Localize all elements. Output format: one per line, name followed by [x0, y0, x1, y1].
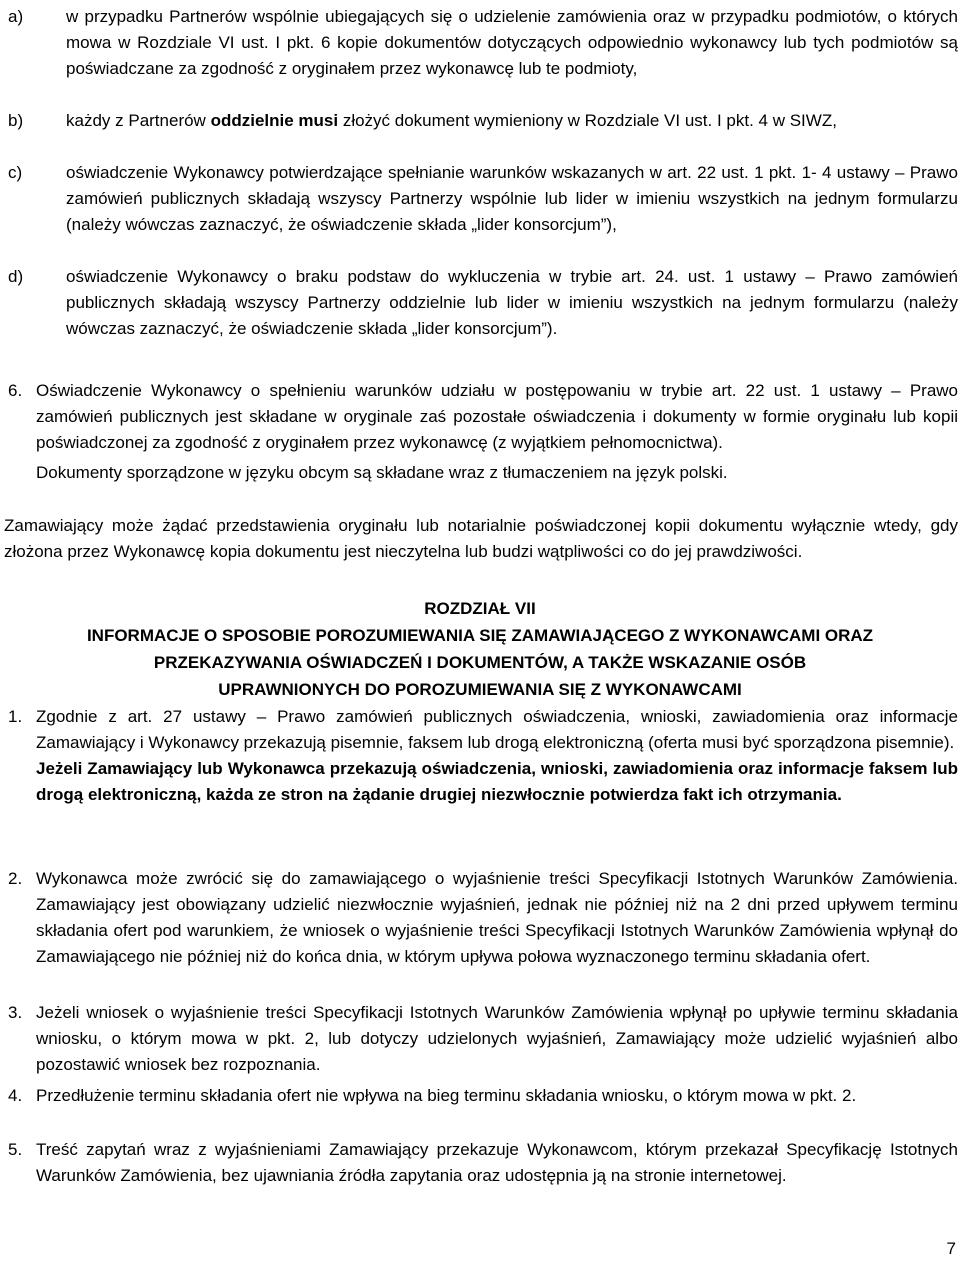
sub-item-marker: b) [8, 111, 24, 130]
sub-item-d [8, 264, 958, 342]
sub-item-marker: c) [8, 163, 23, 182]
list-item-bold-text: Jeżeli Zamawiający lub Wykonawca przekazują oświadczenia, wnioski, zawiadomienia oraz informacje faksem lub drogą elektroniczną, każda ze stron na żądanie drugiej niezwłocznie potwierdza fakt ich otrzymania. [36, 759, 958, 804]
sub-item-c [8, 160, 958, 238]
sub-item-a [8, 4, 958, 82]
list-item-text: Treść zapytań wraz z wyjaśnieniami Zamawiający przekazuje Wykonawcom, którym przekazał Specyfikację Istotnych Warunków Zamówienia, bez ujawniania źródła zapytania oraz udostępnia ją na stronie internetowej. [36, 1140, 958, 1185]
sub-item-text-pre: każdy z Partnerów [66, 111, 211, 130]
page-number: 7 [946, 1239, 956, 1258]
sub-item-marker: d) [8, 267, 24, 286]
sub-item-text: oświadczenie Wykonawcy o braku podstaw do wykluczenia w trybie art. 24. ust. 1 ustawy – Prawo zamówień publicznych składają wszyscy Partnerzy oddzielnie lub lider w imieniu wszystkich na jednym formularzu (należy wówczas zaznaczyć, że oświadczenie składa „lider konsorcjum”). [66, 267, 958, 338]
list-item-marker: 1. [8, 707, 23, 726]
list-item-marker: 4. [8, 1086, 23, 1105]
list-item-marker: 5. [8, 1140, 23, 1159]
body-paragraph: Zamawiający może żądać przedstawienia oryginału lub notarialnie poświadczonej kopii dokumentu wyłącznie wtedy, gdy złożona przez Wykonawcę kopia dokumentu jest nieczytelna lub budzi wątpliwości co do jej prawdziwości. [4, 516, 958, 561]
list-item-5 [8, 1137, 958, 1189]
list-item-3 [8, 1000, 958, 1078]
list-item-1 [8, 704, 958, 808]
list-item-2 [8, 866, 958, 970]
list-item-4 [8, 1083, 958, 1109]
chapter-title-line: PRZEKAZYWANIA OŚWIADCZEŃ I DOKUMENTÓW, A TAKŻE WSKAZANIE OSÓB [153, 653, 807, 672]
list-item-text: Oświadczenie Wykonawcy o spełnieniu warunków udziału w postępowaniu w trybie art. 22 ust. 1 ustawy – Prawo zamówień publicznych jest składane w oryginale zaś pozostałe oświadczenia i dokumenty w formie oryginału lub kopii poświadczonej za zgodność z oryginałem przez wykonawcę (z wyjątkiem pełnomocnictwa). [36, 381, 958, 452]
sub-item-text [66, 108, 958, 134]
chapter-title-line: INFORMACJE O SPOSOBIE POROZUMIEWANIA SIĘ ZAMAWIAJĄCEGO Z WYKONAWCAMI ORAZ [86, 626, 874, 645]
list-item-text: Przedłużenie terminu składania ofert nie wpływa na bieg terminu składania wniosku, o którym mowa w pkt. 2. [36, 1086, 857, 1105]
chapter-title-line: UPRAWNIONYCH DO POROZUMIEWANIA SIĘ Z WYKONAWCAMI [218, 680, 742, 699]
sub-item-text: oświadczenie Wykonawcy potwierdzające spełnianie warunków wskazanych w art. 22 ust. 1 pkt. 1- 4 ustawy – Prawo zamówień publicznych składają wszyscy Partnerzy wspólnie lub lider w imieniu wszystkich na jednym formularzu (należy wówczas zaznaczyć, że oświadczenie składa „lider konsorcjum”), [66, 163, 958, 234]
list-item-text: Zgodnie z art. 27 ustawy – Prawo zamówień publicznych oświadczenia, wnioski, zawiadomienia oraz informacje Zamawiający i Wykonawcy przekazują pisemnie, faksem lub drogą elektroniczną (oferta musi być sporządzona pisemnie). [36, 707, 958, 752]
list-item-marker: 6. [8, 381, 23, 400]
sub-item-b [8, 108, 958, 134]
list-item-marker: 2. [8, 869, 23, 888]
list-item-text: Wykonawca może zwrócić się do zamawiającego o wyjaśnienie treści Specyfikacji Istotnych Warunków Zamówienia. Zamawiający jest obowiązany udzielić niezwłocznie wyjaśnień, jednak nie później niż na 2 dni przed upływem terminu składania ofert pod warunkiem, że wniosek o wyjaśnienie treści Specyfikacji Istotnych Warunków Zamówienia wpłynął do Zamawiającego nie później niż do końca dnia, w którym upływa połowa wyznaczonego terminu składania ofert. [36, 869, 958, 966]
list-item-6 [8, 378, 958, 486]
sub-item-text-bold: oddzielnie musi [210, 111, 339, 130]
list-item-note: Dokumenty sporządzone w języku obcym są składane wraz z tłumaczeniem na język polski. [36, 463, 728, 482]
sub-item-text: w przypadku Partnerów wspólnie ubiegających się o udzielenie zamówienia oraz w przypadku podmiotów, o których mowa w Rozdziale VI ust. I pkt. 6 kopie dokumentów dotyczących odpowiednio wykonawcy lub tych podmiotów są poświadczane za zgodność z oryginałem przez wykonawcę lub te podmioty, [66, 7, 958, 78]
list-item-text: Jeżeli wniosek o wyjaśnienie treści Specyfikacji Istotnych Warunków Zamówienia wpłynął po upływie terminu składania wniosku, o którym mowa w pkt. 2, lub dotyczy udzielonych wyjaśnień, Zamawiający może udzielić wyjaśnień albo pozostawić wniosek bez rozpoznania. [36, 1003, 958, 1074]
sub-item-marker: a) [8, 7, 24, 26]
sub-item-text-post: złożyć dokument wymieniony w Rozdziale VI ust. I pkt. 4 w SIWZ, [338, 111, 837, 130]
chapter-number: ROZDZIAŁ VII [424, 599, 536, 618]
list-item-marker: 3. [8, 1003, 23, 1022]
